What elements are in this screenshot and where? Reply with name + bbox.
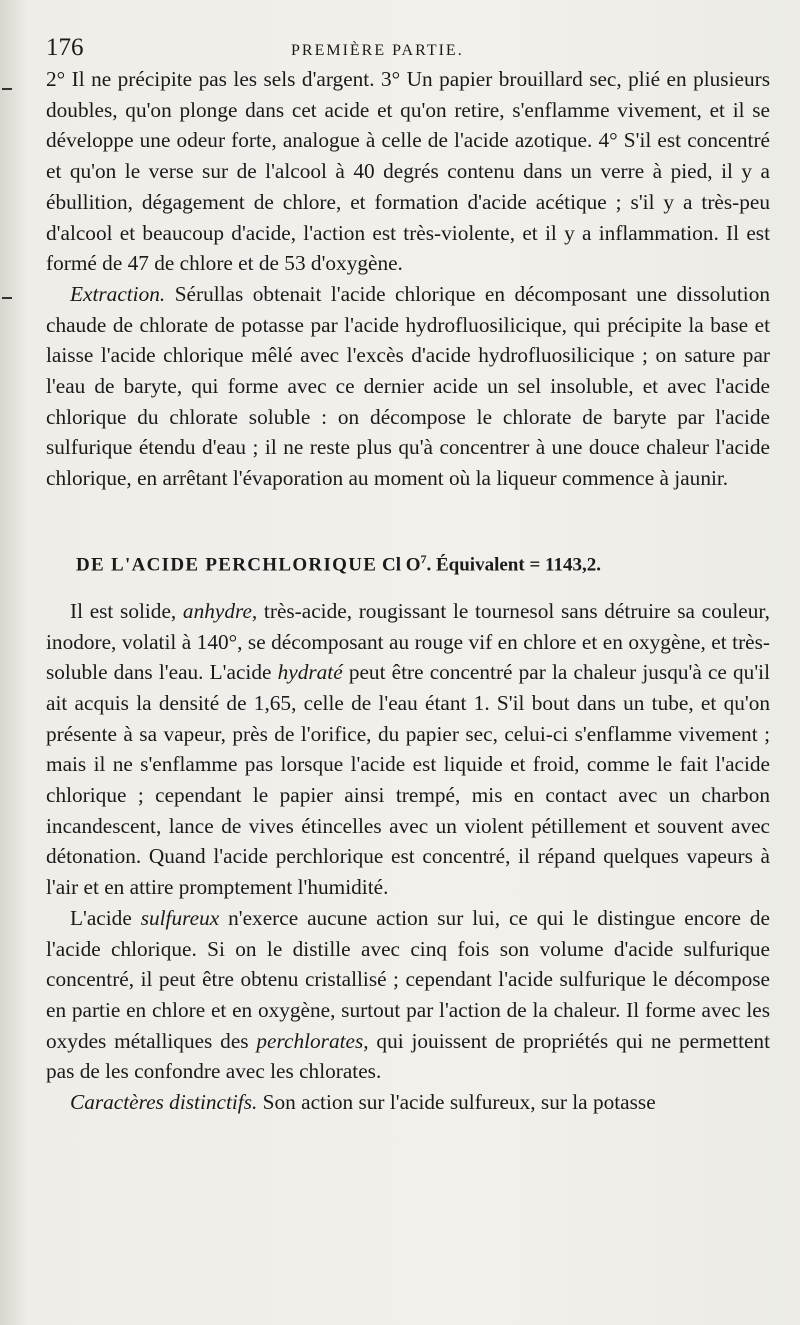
- extraction-text: Sérullas obtenait l'acide chlorique en décomposant une dissolution chaude de chlorate de potasse par l'acide hydrofluosilicique, qui précipite la base et laisse l'acide chlorique mêlé avec l'excès d'acide hydrofluosilicique ; on sature par l'eau de baryte, qui forme avec ce dernier acide un sel insoluble, et avec l'acide chlorique du chlorate soluble : on décompose le chlorate de baryte par l'acide sulfurique étendu d'eau ; il ne reste plus qu'à concentrer à une douce chaleur l'acide chlorique, en arrêtant l'évaporation au moment où la liqueur commence à jaunir.: [46, 281, 770, 491]
- italic-term: sulfureux: [140, 905, 220, 930]
- paragraph-caracteres: [46, 1087, 770, 1118]
- italic-term: anhydre,: [182, 598, 258, 623]
- header-title: PREMIÈRE PARTIE.: [291, 42, 464, 59]
- text-run: très-acide, rougissant le tournesol sans détruire sa couleur, inodore, volatil à 140°, se décomposant au rouge vif en chlore et en oxygène, et très-soluble dans l'eau. L'acide: [46, 598, 770, 685]
- page-number: 176: [46, 34, 84, 61]
- equivalent: . Équivalent = 1143,2.: [426, 554, 601, 576]
- body-text: [46, 64, 770, 1118]
- running-head: [46, 34, 770, 64]
- formula: Cl O: [381, 554, 421, 576]
- text-run: L'acide: [70, 905, 141, 930]
- margin-mark: [2, 88, 12, 90]
- paragraph-description: [46, 596, 770, 903]
- text-run: n'exerce aucune action sur lui, ce qui le distingue encore de l'acide chlorique. Si on le distille avec cinq fois son volume d'acide sulfurique concentré, il peut être obtenu cristallisé ; cependant l'acide sulfurique le décompose en partie en chlore et en oxygène, surtout par l'action de la chaleur. Il forme avec les oxydes métalliques des: [46, 905, 771, 1053]
- margin-mark: [2, 297, 12, 299]
- italic-term: hydraté: [277, 660, 343, 685]
- caracteres-label: Caractères distinctifs.: [70, 1090, 258, 1115]
- text-run: peut être concentré par la chaleur jusqu'à ce qu'il ait acquis la densité de 1,65, celle de l'eau étant 1. S'il bout dans un tube, et qu'on présente à sa vapeur, près de l'orifice, du papier sec, celui-ci s'enflamme vivement ; mais il ne s'enflamme pas lorsque l'acide est liquide et froid, comme le fait l'acide chlorique ; cependant le papier ainsi trempé, mis en contact avec un charbon incandescent, lance de vives étincelles avec un violent pétillement et souvent avec détonation. Quand l'acide perchlorique est concentré, il répand quelques vapeurs à l'air et en attire promptement l'humidité.: [46, 660, 770, 900]
- italic-term: perchlorates,: [256, 1028, 369, 1053]
- section-heading: [46, 543, 770, 576]
- paragraph-properties: 2° Il ne précipite pas les sels d'argent. 3° Un papier brouillard sec, plié en plusieurs doubles, qu'on plonge dans cet acide et qu'on retire, s'enflamme vivement, et il se développe une odeur forte, analogue à celle de l'acide azotique. 4° S'il est concentré et qu'on le verse sur de l'alcool à 40 degrés contenu dans un verre à pied, il y a ébullition, dégagement de chlore, et formation d'acide acétique ; s'il y a très-peu d'alcool et beaucoup d'acide, l'action est très-violente, et il y a inflammation. Il est formé de 47 de chlore et de 53 d'oxygène.: [46, 67, 770, 276]
- extraction-label: Extraction.: [70, 281, 166, 306]
- caracteres-text: Son action sur l'acide sulfureux, sur la potasse: [257, 1090, 656, 1115]
- paragraph-extraction: [46, 279, 770, 494]
- text-run: Il est solide,: [70, 598, 183, 623]
- formula-superscript: 7: [420, 551, 427, 566]
- text-run: qui jouissent de propriétés qui ne permettent pas de les confondre avec les chlorates.: [46, 1028, 771, 1084]
- section-title: DE L'ACIDE PERCHLORIQUE: [76, 554, 378, 576]
- paragraph-sulfureux: [46, 903, 770, 1087]
